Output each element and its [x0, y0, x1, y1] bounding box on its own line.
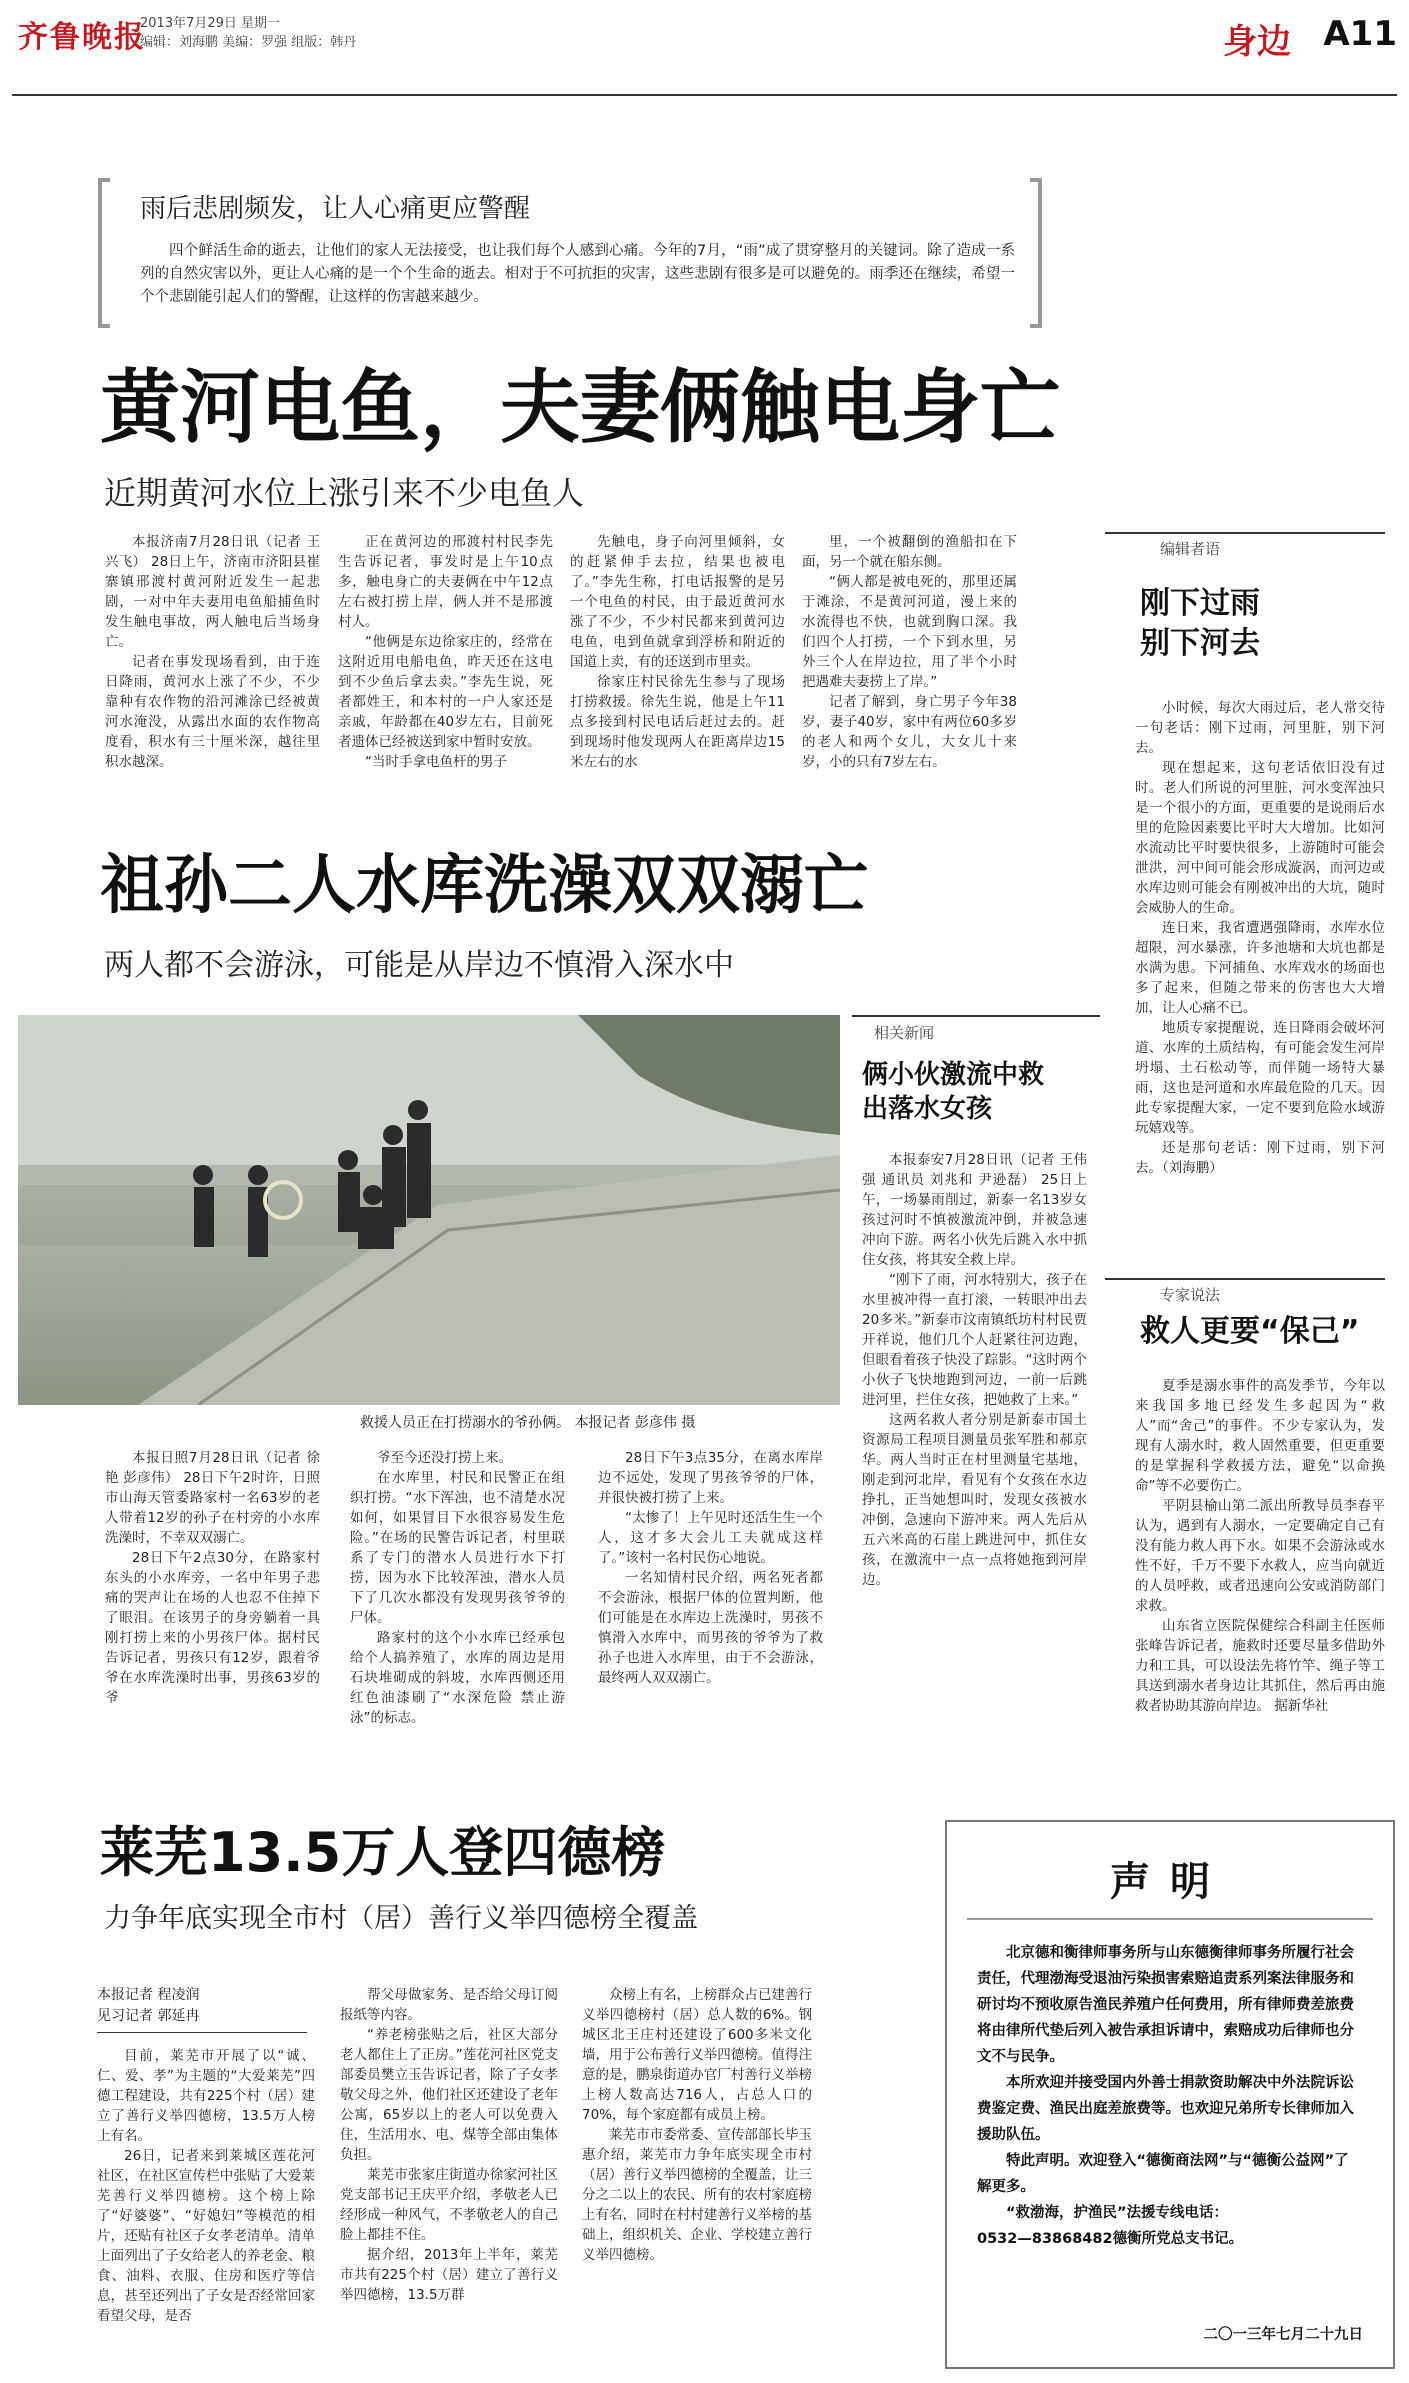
story2-subhead: 两人都不会游泳，可能是从岸边不慎滑入深水中 [104, 948, 734, 983]
paragraph: 28日下午3点35分，在离水库岸边不远处，发现了男孩爷爷的尸体，并很快被打捞了上来。 [598, 1450, 823, 1506]
paragraph: 28日下午2点30分，在路家村东头的小水库旁，一名中年男子悲痛的哭声让在场的人也忍不住掉下了眼泪。在该男子的身旁躺着一具刚打捞上来的小男孩尸体。据村民告诉记者，男孩只有12岁，跟着爷爷在水库洗澡时出事，男孩63岁的爷 [105, 1550, 320, 1706]
story1-col1 [105, 532, 320, 824]
notice-paragraph: 特此声明。欢迎登入“德衡商法网”与“德衡公益网”了解更多。 [977, 2153, 1349, 2195]
staff-line: 编辑：刘海鹏 美编：罗强 组版：韩丹 [140, 35, 357, 50]
intro-bracket-left [98, 178, 110, 328]
paragraph: 这两名救人者分别是新泰市国土资源局工程项目测量员张军胜和郝京华。两人当时正在村里测量宅基地，刚走到河北岸，看见有个女孩在水边挣扎，正当她想叫时，发现女孩被水冲倒，急速向下游冲来。两人先后从五六米高的石崖上跳进河中，抓住女孩，在激流中一点一点将她拖到河岸边。 [862, 1412, 1087, 1588]
story3-col3 [582, 1985, 812, 2375]
date-line: 2013年7月29日 星期一 [140, 16, 281, 31]
story3-byline [97, 1985, 199, 2027]
story3-col2 [340, 1985, 558, 2375]
expert-body [1135, 1376, 1385, 1796]
paragraph: 路家村的这个小水库已经承包给个人搞养殖了，水库的周边是用石块堆砌成的斜坡，水库西侧还用红色油漆刷了“水深危险 禁止游泳”的标志。 [350, 1630, 565, 1726]
notice-title: 声明 [1110, 1859, 1230, 1905]
editor-note-label: 编辑者语 [1160, 540, 1221, 558]
notice-paragraph: 本所欢迎并接受国内外善士捐款资助解决中外法院诉讼费鉴定费、渔民出庭差旅费等。也欢迎兄弟所专长律师加入援助队伍。 [977, 2075, 1354, 2143]
related-rule [852, 1015, 1100, 1017]
photo-caption: 救援人员正在打捞溺水的爷孙俩。 本报记者 彭彦伟 摄 [360, 1415, 696, 1431]
story3-col3-text [582, 1985, 812, 2265]
related-label: 相关新闻 [874, 1024, 935, 1042]
story2-col3-text [598, 1448, 823, 1688]
editor-note-rule [1105, 532, 1385, 534]
story1-headline: 黄河电鱼，夫妻俩触电身亡 [100, 361, 1060, 454]
related-text [862, 1150, 1087, 1590]
paragraph: 山东省立医院保健综合科副主任医师张峰告诉记者，施救时还要尽量多借助外力和工具，可以设法先将竹竿、绳子等工具送到溺水者身边让其抓住，然后再由施救者协助其游向岸边。 据新华社 [1135, 1618, 1385, 1714]
story1-col4 [802, 532, 1017, 824]
paragraph: 据介绍，2013年上半年，莱芜市共有225个村（居）建立了善行义举四德榜，13.5万群 [340, 2247, 558, 2303]
notice-body [977, 1940, 1363, 2252]
expert-text [1135, 1376, 1385, 1716]
story2-col1 [105, 1448, 320, 1756]
paragraph: “当时手拿电鱼杆的男子 [365, 754, 507, 770]
editor-note-title-line1: 刚下过雨 [1140, 586, 1260, 621]
story1-col2 [338, 532, 553, 824]
paragraph: 正在黄河边的邢渡村村民李先生告诉记者，事发时是上午10点多，触电身亡的夫妻俩在中午12点左右被打捞上岸，俩人并不是邢渡村人。 [338, 534, 553, 630]
story3-byline-intern: 见习记者 郭延冉 [97, 2008, 200, 2024]
expert-label: 专家说法 [1160, 1286, 1221, 1304]
rescue-photo-scene [18, 1015, 840, 1405]
paragraph: “刚下了雨，河水特别大，孩子在水里被冲得一直打滚，一转眼冲出去20多米。”新泰市汶南镇纸坊村村民贾开祥说，他们几个人赶紧往河边跑，但眼看着孩子快没了踪影。“这时两个小伙子飞快地跑到河边，一前一后跳进河里，拦住女孩，把她救了上来。” [862, 1272, 1087, 1408]
masthead-meta [140, 14, 356, 52]
story3-subhead: 力争年底实现全市村（居）善行义举四德榜全覆盖 [104, 1903, 698, 1934]
paragraph: 平阴县榆山第二派出所教导员李春平认为，遇到有人溺水，一定要确定自己有没有能力救人再下水。如果不会游泳或水性不好，千万不要下水救人，应当向就近的人员呼救，或者迅速向公安或消防部门求救。 [1135, 1498, 1385, 1614]
story3-col1 [97, 2046, 315, 2376]
paragraph: 莱芜市市委常委、宣传部部长毕玉惠介绍，莱芜市力争年底实现全市村（居）善行义举四德榜的全覆盖，让三分之二以上的农民、所有的农村家庭榜上有名，同时在村村建善行义举榜的基础上，组织机关、企业、学校建立善行义举四德榜。 [582, 2127, 812, 2263]
paragraph: 本报日照7月28日讯（记者 徐艳 彭彦伟） 28日下午2时许，日照市山海天管委路家村一名63岁的老人带着12岁的孙子在村旁的小水库洗澡时，不幸双双溺亡。 [105, 1450, 320, 1546]
paragraph: 徐家庄村民徐先生参与了现场打捞救援。徐先生说，他是上午11点多接到村民电话后赶过去的。赶到现场时他发现两人在距离岸边15米左右的水 [570, 674, 785, 770]
story2-col2 [350, 1448, 565, 1756]
paragraph: 记者了解到，身亡男子今年38岁，妻子40岁，家中有两位60多岁的老人和两个女儿，大女儿十来岁，小的只有7岁左右。 [802, 694, 1017, 770]
story2-col1-text [105, 1448, 320, 1708]
byline-rule [97, 2032, 307, 2033]
paragraph: 帮父母做家务、是否给父母订阅报纸等内容。 [340, 1987, 558, 2023]
story2-headline: 祖孙二人水库洗澡双双溺亡 [100, 849, 868, 923]
paragraph: 26日，记者来到莱城区莲花河社区，在社区宣传栏中张贴了大爱莱芜善行义举四德榜。这个榜上除了“好婆婆”、“好媳妇”等模范的相片，还贴有社区子女孝老清单。清单上面列出了子女给老人的养老金、粮食、油料、衣服、住房和医疗等信息，甚至还列出了子女是否经常回家看望父母，是否 [97, 2148, 315, 2324]
notice-date: 二〇一三年七月二十九日 [1203, 2327, 1363, 2343]
paragraph: 地质专家提醒说，连日降雨会破坏河道、水库的土质结构，有可能会发生河岸坍塌、土石松动等，而伴随一场特大暴雨，这也是河道和水库最危险的几天。因此专家提醒大家，一定不要到危险水域游玩嬉戏等。 [1135, 1020, 1385, 1136]
editor-note-text [1135, 698, 1385, 1178]
story3-headline: 莱芜13.5万人登四德榜 [100, 1821, 666, 1884]
story1-col2-text [338, 532, 553, 772]
story3-byline-reporter: 本报记者 程凌润 [97, 1987, 200, 2003]
masthead-rule [12, 94, 1397, 96]
notice-paragraph: 北京德和衡律师事务所与山东德衡律师事务所履行社会责任，代理渤海受退油污染损害索赔追责系列案法律服务和研讨均不预收原告渔民养殖户任何费用，所有律师费差旅费将由律所代垫后列入被告承担诉请中，索赔成功后律师也分文不与民争。 [977, 1945, 1354, 2065]
expert-title: 救人更要“保己” [1140, 1314, 1360, 1349]
story1-col4-text [802, 532, 1017, 772]
paragraph: 还是那句老话：刚下过雨，别下河去。（刘海鹏） [1135, 1140, 1385, 1176]
story1-col1-text [105, 532, 320, 772]
intro-bracket-right [1030, 178, 1042, 328]
legal-notice [945, 1820, 1395, 2369]
paragraph: 一名知情村民介绍，两名死者都不会游泳，根据尸体的位置判断，他们可能是在水库边上洗澡时，男孩不慎滑入水库中，而男孩的爷爷为了救孙子也进入水库里，由于不会游泳，最终两人双双溺亡。 [598, 1570, 823, 1686]
paragraph: “俩人都是被电死的，那里还属于滩涂，不是黄河河道，漫上来的水流得也不快，也就到胸口深。我们四个人打捞，一个下到水里，另外三个人在岸边拉，用了半个小时把遇难夫妻捞上了岸。” [802, 574, 1017, 690]
intro-text: 四个鲜活生命的逝去，让他们的家人无法接受，也让我们每个人感到心痛。今年的7月，“雨”成了贯穿整月的关键词。除了造成一系列的自然灾害以外，更让人心痛的是一个个生命的逝去。相对于不可抗拒的灾害，这些悲剧有很多是可以避免的。雨季还在继续，希望一个个悲剧能引起人们的警醒，让这样的伤害越来越少。 [140, 243, 1015, 305]
story1-col3-text [570, 532, 785, 772]
story1-subhead: 近期黄河水位上涨引来不少电鱼人 [104, 474, 585, 512]
paragraph: 现在想起来，这句老话依旧没有过时。老人们所说的河里脏，河水变浑浊只是一个很小的方面，更重要的是说雨后水里的危险因素要比平时大大增加。比如河水流动比平时要快很多，上游随时可能会泄洪，河中间可能会形成漩涡，而河边或水库边则可能会有刚被冲出的大坑，随时会威胁人的生命。 [1135, 760, 1385, 916]
story1-col3 [570, 532, 785, 824]
notice-paragraph: “救渤海，护渔民”法援专线电话： [1006, 2205, 1229, 2221]
paragraph: 夏季是溺水事件的高发季节，今年以来我国多地已经发生多起因为“救人”而“舍己”的事件。不少专家认为，发现有人溺水时，救人固然重要，但更重要的是掌握科学救援方法，避免“以命换命”等不必要伤亡。 [1135, 1378, 1385, 1494]
expert-rule [1105, 1278, 1385, 1280]
paragraph: “养老榜张贴之后，社区大部分老人都住上了正房。”莲花河社区党支部委员樊立玉告诉记者，除了子女孝敬父母之外，他们社区还建设了老年公寓，65岁以上的老人可以免费入住，生活用水、电、煤等全部由集体负担。 [340, 2027, 558, 2163]
editor-note-body [1135, 698, 1385, 1262]
paragraph: 众榜上有名，上榜群众占已建善行义举四德榜村（居）总人数的6%。钢城区北王庄村还建设了600多米文化墙，用于公布善行义举四德榜。值得注意的是，鹏泉街道办官厂村善行义举榜上榜人数高达716人，占总人口的70%，每个家庭都有成员上榜。 [582, 1987, 812, 2123]
notice-divider [967, 1918, 1373, 1920]
paragraph: 莱芜市张家庄街道办徐家河社区党支部书记王庆平介绍，孝敬老人已经形成一种风气，不孝敬老人的自己脸上都挂不住。 [340, 2167, 558, 2243]
story3-col1-text [97, 2046, 315, 2326]
editor-note-title [1140, 584, 1260, 664]
editor-note-title-line2: 别下河去 [1140, 626, 1260, 661]
story2-col2-text [350, 1448, 565, 1728]
notice-phone: 0532—83868482德衡所党总支书记。 [977, 2231, 1244, 2247]
paragraph: 记者在事发现场看到，由于连日降雨，黄河水上涨了不少，不少靠种有农作物的沿河滩涂已经被黄河水淹没，从露出水面的农作物高度看，积水有三十厘米深，越往里积水越深。 [105, 654, 320, 770]
related-title: 俩小伙激流中救出落水女孩 [862, 1060, 1045, 1124]
related-body [862, 1150, 1087, 1754]
page-number: A11 [1323, 14, 1397, 54]
paragraph: 先触电，身子向河里倾斜，女的赶紧伸手去拉，结果也被电了。”李先生称，打电话报警的是另一个电鱼的村民，由于最近黄河水涨了不少，不少村民都来到黄河边电鱼，电到鱼就拿到浮桥和附近的国道上卖，有的还送到市里卖。 [570, 534, 785, 670]
intro-title: 雨后悲剧频发，让人心痛更应警醒 [140, 194, 531, 224]
paragraph: 本报济南7月28日讯（记者 王兴飞） 28日上午，济南市济阳县崔寨镇邢渡村黄河附近发生一起悲剧，一对中年夫妻用电鱼船捕鱼时发生触电事故，两人触电后当场身亡。 [105, 534, 320, 650]
paragraph: 目前，莱芜市开展了以“诚、仁、爱、孝”为主题的“大爱莱芜”四德工程建设，共有225个村（居）建立了善行义举四德榜，13.5万人榜上有名。 [97, 2048, 315, 2144]
paragraph: 本报泰安7月28日讯（记者 王伟强 通讯员 刘兆和 尹逊磊） 25日上午，一场暴雨削过，新泰一名13岁女孩过河时不慎被激流冲倒，并被急速冲向下游。两名小伙先后跳入水中抓住女孩，将其安全救上岸。 [862, 1152, 1087, 1268]
newspaper-logo: 齐鲁晚报 [18, 20, 146, 55]
paragraph: 连日来，我省遭遇强降雨，水库水位超限，河水暴涨，许多池塘和大坑也都是水满为患。下河捕鱼、水库戏水的场面也多了起来，但随之带来的伤害也大大增加，让人心痛不已。 [1135, 920, 1385, 1016]
rescue-photo [18, 1015, 840, 1405]
section-name: 身边 [1223, 22, 1291, 62]
story3-col2-text [340, 1985, 558, 2305]
paragraph: 小时候，每次大雨过后，老人常交待一句老话：刚下过雨，河里脏，别下河去。 [1135, 700, 1385, 756]
paragraph: 爷至今还没打捞上来。 [377, 1450, 512, 1466]
paragraph: “他俩是东边徐家庄的，经常在这附近用电船电鱼，昨天还在这电到不少鱼后拿去卖。”李先生说，死者都姓王，和本村的一户人家还是亲戚，年龄都在40岁左右，目前死者遗体已经被送到家中暂时安放。 [338, 634, 553, 750]
paragraph: 里，一个被翻倒的渔船扣在下面，另一个就在船东侧。 [802, 534, 1017, 570]
paragraph: “太惨了！上午见时还活生生一个人，这才多大会儿工夫就成这样了。”该村一名村民伤心地说。 [598, 1510, 823, 1566]
paragraph: 在水库里，村民和民警正在组织打捞。“水下浑浊，也不清楚水况如何，如果冒目下水很容易发生危险。”在场的民警告诉记者，村里联系了专门的潜水人员进行水下打捞，因为水下比较浑浊，潜水人员下了几次水都没有发现男孩爷爷的尸体。 [350, 1470, 565, 1626]
story2-col3 [598, 1448, 823, 1756]
